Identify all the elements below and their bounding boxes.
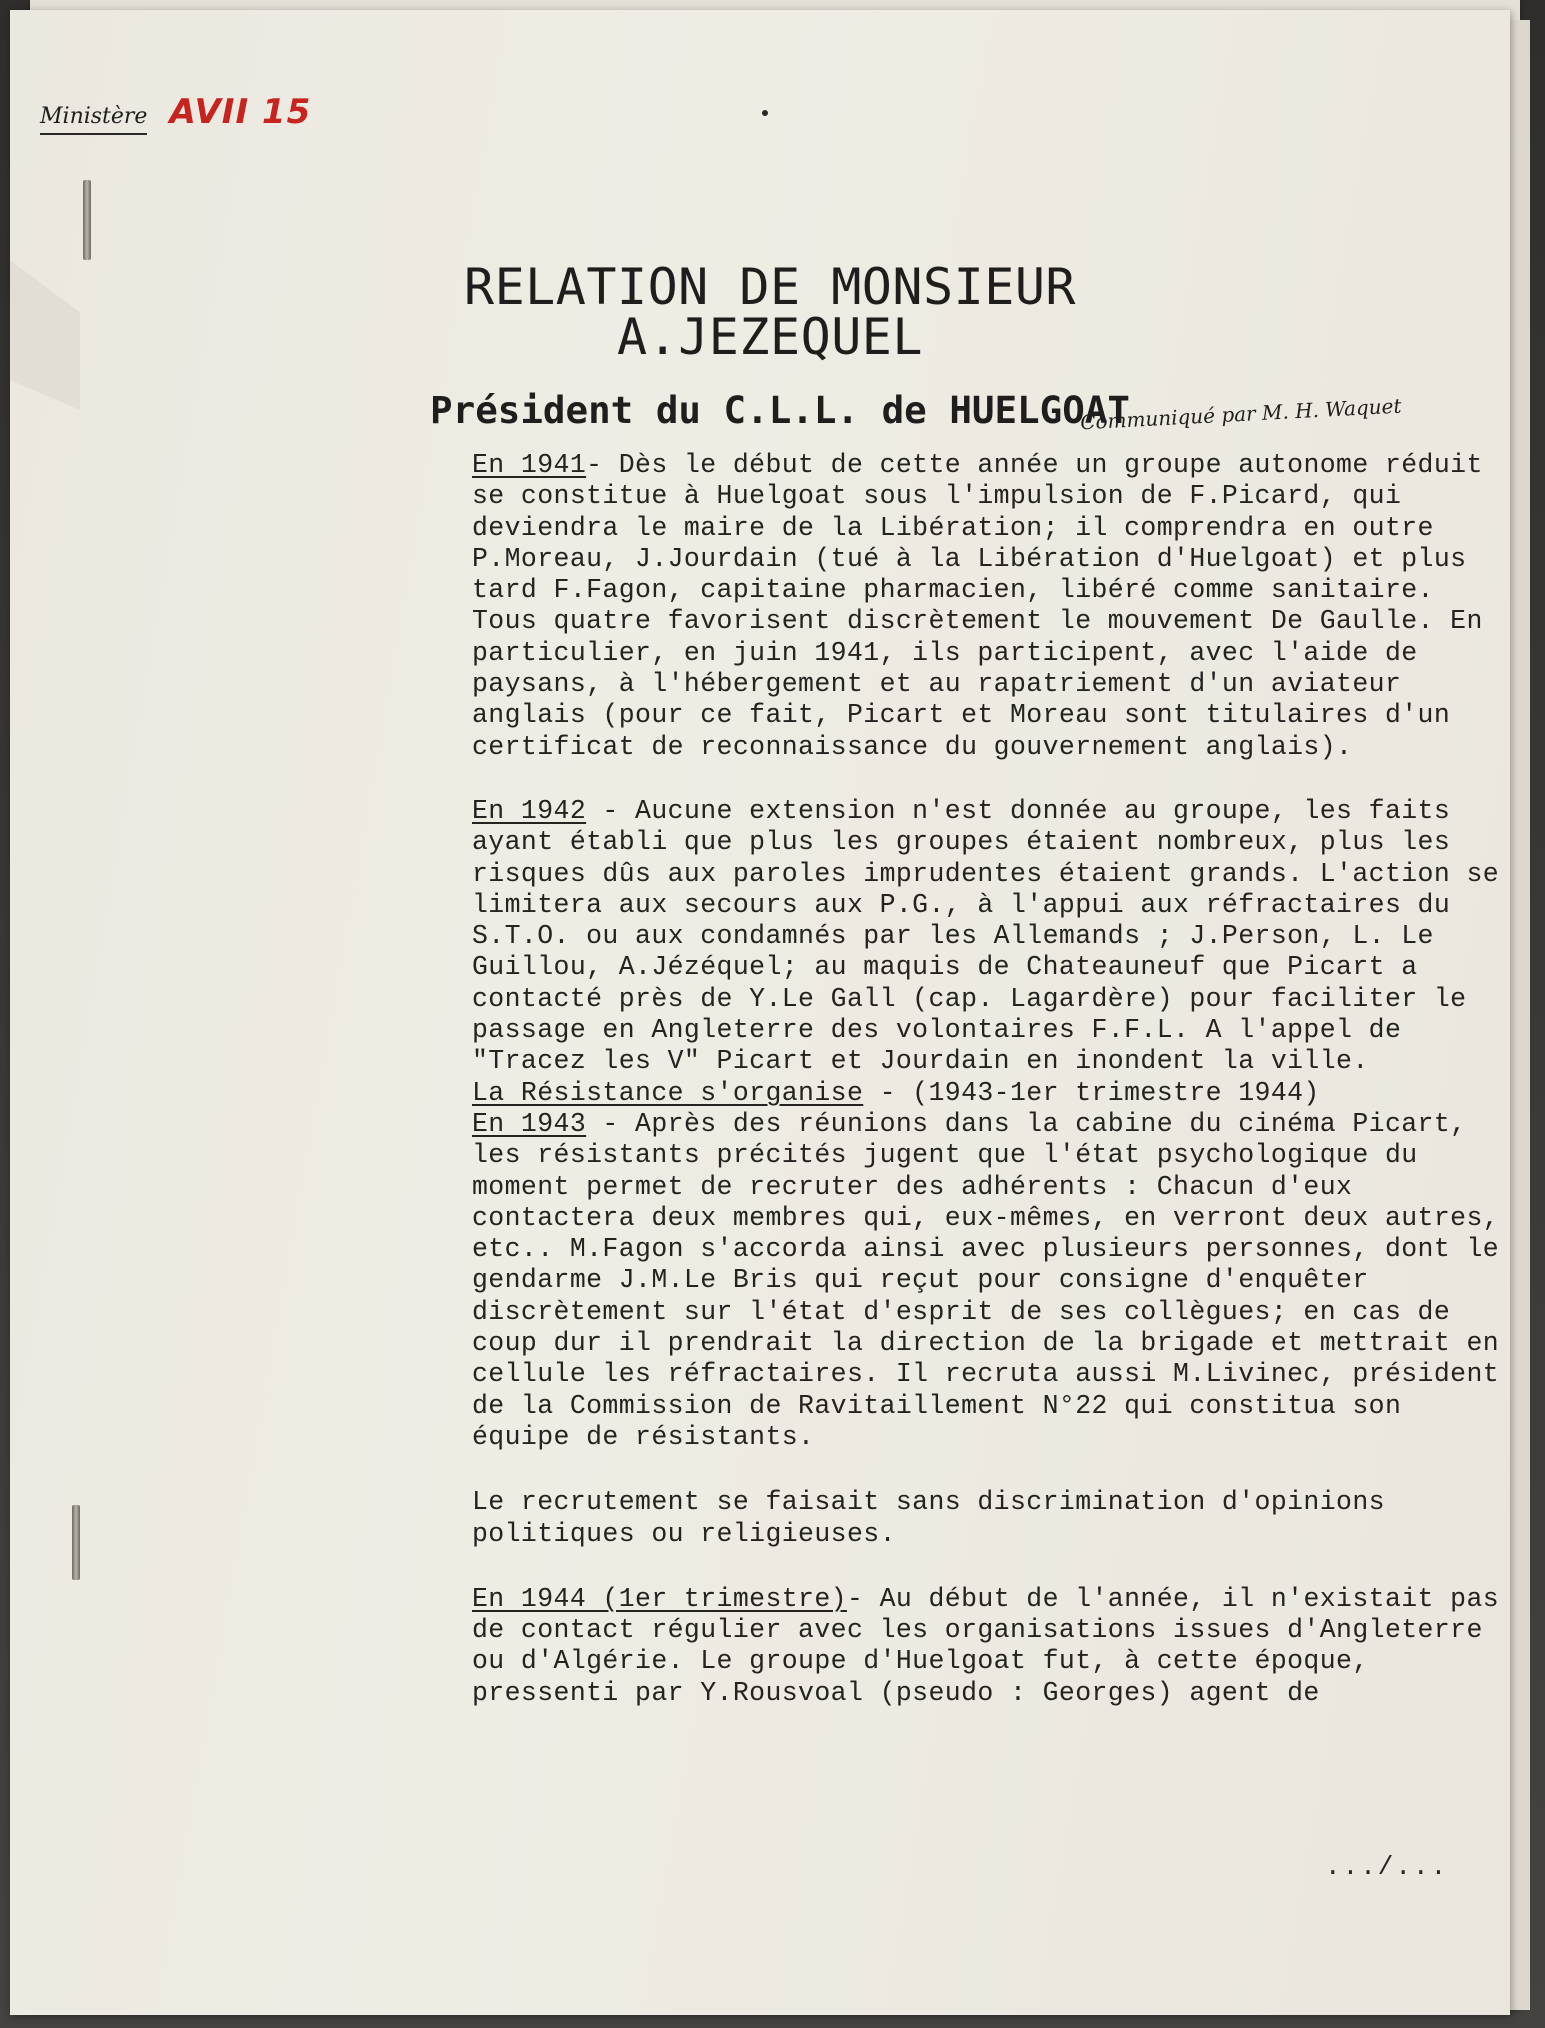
paragraph-1941 bbox=[345, 450, 1515, 763]
paragraph-text-1942: - Aucune extension n'est donnée au groupe, les faits ayant établi que plus les groupes étaient nombreux, plus les risques dûs aux paroles imprudentes étaient grands. L'action se limitera aux secours aux P.G., à l'appui aux réfractaires du S.T.O. ou aux condamnés par les Allemands ; J.Person, L. Le Guillou, A.Jézéquel; au maquis de Chateauneuf que Picart a contacté près de Y.Le Gall (cap. Lagardère) pour faciliter le passage en Angleterre des volontaires F.F.L. A l'appel de "Tracez les V" Picart et Jourdain en inondent la ville. bbox=[472, 795, 1516, 1077]
paragraph-lead-1941: En 1941 bbox=[472, 450, 587, 480]
paragraph-recruitment: Le recrutement se faisait sans discrimination d'opinions politiques ou religieuses. bbox=[472, 1487, 1402, 1549]
paragraph-lead-1942: En 1942 bbox=[472, 795, 587, 826]
staple-top bbox=[83, 180, 91, 260]
document-body bbox=[345, 450, 1515, 1709]
continuation-mark: .../... bbox=[1325, 1852, 1449, 1882]
archive-code: AVII 15 bbox=[169, 92, 312, 132]
paragraph-1942 bbox=[345, 796, 1515, 1078]
paragraph-lead-1944: En 1944 (1er trimestre) bbox=[472, 1583, 847, 1614]
document-subtitle: Président du C.L.L. de HUELGOAT bbox=[430, 388, 1130, 432]
paragraph-1943 bbox=[345, 1109, 1515, 1453]
ink-dot bbox=[762, 110, 768, 116]
paragraph-1944 bbox=[345, 1584, 1515, 1709]
handwritten-note: Communiqué par M. H. Waquet bbox=[1079, 393, 1403, 435]
document-page bbox=[10, 10, 1516, 2015]
paragraph-text-1944: - Au début de l'année, il n'existait pas de contact régulier avec les organisations issues d'Angleterre ou d'Algérie. Le groupe d'Huelgoat fut, à cette époque, pressenti par Y.Rousvoal (pseudo : Georges) agent de bbox=[472, 1583, 1516, 1708]
document-header bbox=[310, 258, 1210, 432]
document-title: RELATION DE MONSIEUR A.JEZEQUEL bbox=[463, 258, 1077, 366]
section-heading-title: La Résistance s'organise bbox=[472, 1077, 864, 1108]
ministry-annotation: Ministère bbox=[40, 104, 147, 135]
archive-reference bbox=[40, 92, 311, 135]
staple-bottom bbox=[72, 1505, 80, 1580]
paragraph-text-1941: - Dès le début de cette année un groupe autonome réduit se constitue à Huelgoat sous l'impulsion de F.Picard, qui deviendra le maire de la Libération; il comprendra en outre P.Moreau, J.Jourdain (tué à la Libération d'Huelgoat) et plus tard F.Fagon, capitaine pharmacien, libéré comme sanitaire. Tous quatre favorisent discrètement le mouvement De Gaulle. En particulier, en juin 1941, ils participent, avec l'aide de paysans, à l'hébergement et au rapatriement d'un aviateur anglais (pour ce fait, Picart et Moreau sont titulaires d'un certificat de reconnaissance du gouvernement anglais). bbox=[472, 450, 1500, 762]
paragraph-text-1943: - Après des réunions dans la cabine du cinéma Picart, les résistants précités jugent que l'état psychologique du moment permet de recruter des adhérents : Chacun d'eux contactera deux membres qui, eux-mêmes, en verront deux autres, etc.. M.Fagon s'accorda ainsi avec plusieurs personnes, dont le gendarme J.M.Le Bris qui reçut pour consigne d'enquêter discrètement sur l'état d'esprit de ses collègues; en cas de coup dur il prendrait la direction de la brigade et mettrait en cellule les réfractaires. Il recruta aussi M.Livinec, président de la Commission de Ravitaillement N°22 qui constitua son équipe de résistants. bbox=[472, 1108, 1516, 1452]
section-heading bbox=[345, 1078, 1515, 1109]
torn-paper-flap bbox=[10, 260, 80, 410]
section-heading-period: - (1943-1er trimestre 1944) bbox=[863, 1077, 1320, 1108]
paragraph-lead-1943: En 1943 bbox=[472, 1108, 587, 1139]
